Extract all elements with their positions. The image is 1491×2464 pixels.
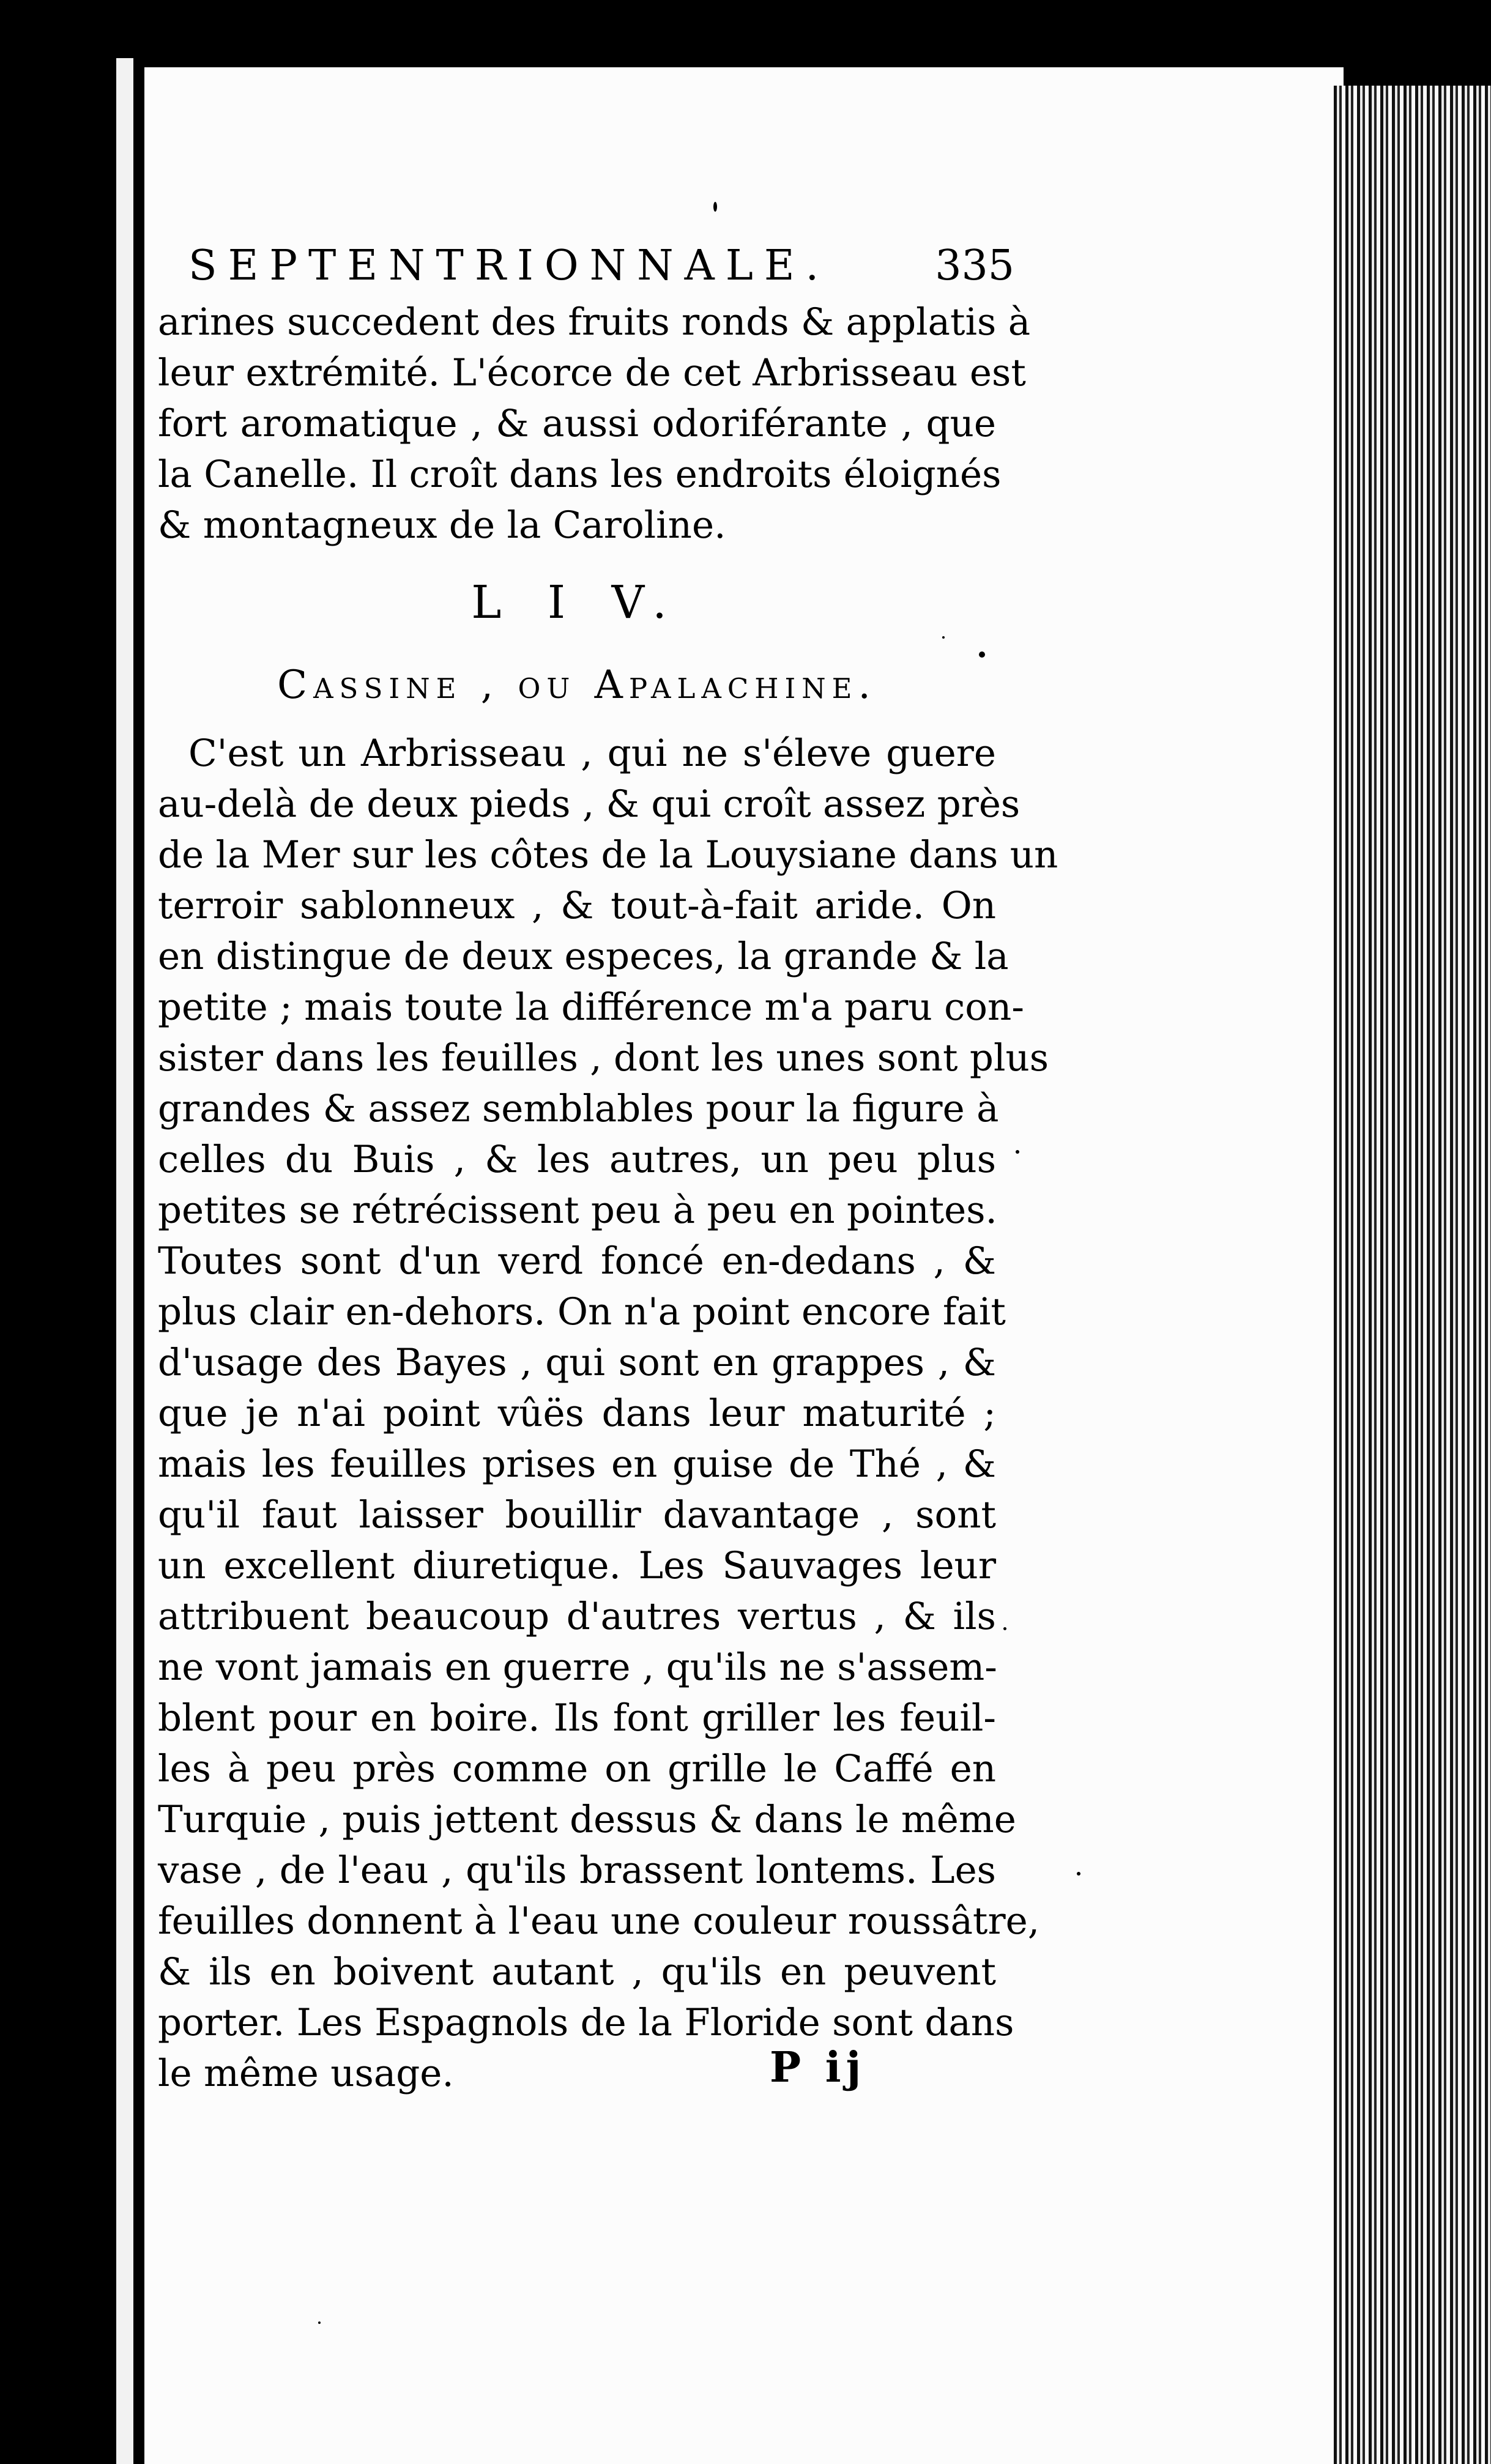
page-fore-edge [1334, 86, 1491, 2464]
text-line: plus clair en-dehors. On n'a point encore fait [158, 1290, 1006, 1334]
text-line: fort aromatique , & aussi odoriférante , que [158, 402, 996, 445]
text-line: sister dans les feuilles , dont les unes sont plus [158, 1036, 1049, 1080]
section-title: Cassine , ou Apalachine. [277, 662, 877, 708]
speck [942, 636, 945, 639]
text-line: petite ; mais toute la différence m'a paru con- [158, 985, 1024, 1029]
text-line-last: le même usage. [158, 2052, 454, 2095]
signature-mark: P ij [770, 2043, 866, 2092]
text-line: Turquie , puis jettent dessus & dans le même [158, 1798, 1016, 1841]
text-line: de la Mer sur les côtes de la Louysiane dans un [158, 833, 1058, 877]
text-line: d'usage des Bayes , qui sont en grappes , & [158, 1341, 996, 1384]
text-line: porter. Les Espagnols de la Floride sont dans [158, 2001, 1014, 2044]
speck [318, 2321, 321, 2324]
running-head [158, 236, 1014, 297]
speck [1077, 1872, 1080, 1876]
speck [1016, 1150, 1019, 1154]
text-line: qu'il faut laisser bouillir davantage , sont [158, 1493, 996, 1537]
text-line: feuilles donnent à l'eau une couleur roussâtre, [158, 1899, 1040, 1943]
section-number: L I V. [471, 576, 683, 629]
scan-left-border [0, 0, 116, 2464]
speck [1003, 1627, 1006, 1630]
text-line: attribuent beaucoup d'autres vertus , & ils [158, 1595, 996, 1638]
text-line: mais les feuilles prises en guise de Thé , & [158, 1442, 996, 1486]
text-line: un excellent diuretique. Les Sauvages leur [158, 1544, 996, 1587]
text-line: & ils en boivent autant , qu'ils en peuvent [158, 1950, 996, 1994]
text-line: grandes & assez semblables pour la figure à [158, 1087, 999, 1130]
text-line: terroir sablonneux , & tout-à-fait aride. On [158, 884, 996, 927]
speck [979, 651, 985, 658]
text-line: celles du Buis , & les autres, un peu plus [158, 1138, 996, 1181]
speck [713, 202, 717, 212]
gutter-shadow [133, 58, 144, 2464]
text-line: vase , de l'eau , qu'ils brassent lontems. Les [158, 1849, 996, 1892]
text-line: en distingue de deux especes, la grande & la [158, 935, 1009, 978]
text-line: arines succedent des fruits ronds & applatis à [158, 300, 1031, 344]
text-line: petites se rétrécissent peu à peu en pointes. [158, 1189, 997, 1232]
page-number: 335 [935, 242, 1014, 290]
text-line: que je n'ai point vûës dans leur maturité ; [158, 1392, 996, 1435]
text-line: les à peu près comme on grille le Caffé en [158, 1747, 996, 1790]
text-line: Toutes sont d'un verd foncé en-dedans , & [158, 1239, 996, 1283]
binding-margin-strip [116, 58, 133, 2464]
text-line: leur extrémité. L'écorce de cet Arbrisseau est [158, 351, 1026, 395]
text-block [158, 236, 1058, 2099]
running-title: SEPTENTRIONNALE. [188, 242, 830, 290]
text-line: au-delà de deux pieds , & qui croît assez près [158, 782, 1021, 826]
scan-top-border [0, 0, 1491, 67]
text-line: la Canelle. Il croît dans les endroits éloignés [158, 453, 1002, 496]
text-line: ne vont jamais en guerre , qu'ils ne s'assem- [158, 1646, 997, 1689]
text-line: & montagneux de la Caroline. [158, 503, 726, 547]
text-line: C'est un Arbrisseau , qui ne s'éleve guere [188, 732, 996, 775]
text-line: blent pour en boire. Ils font griller les feuil- [158, 1696, 996, 1740]
